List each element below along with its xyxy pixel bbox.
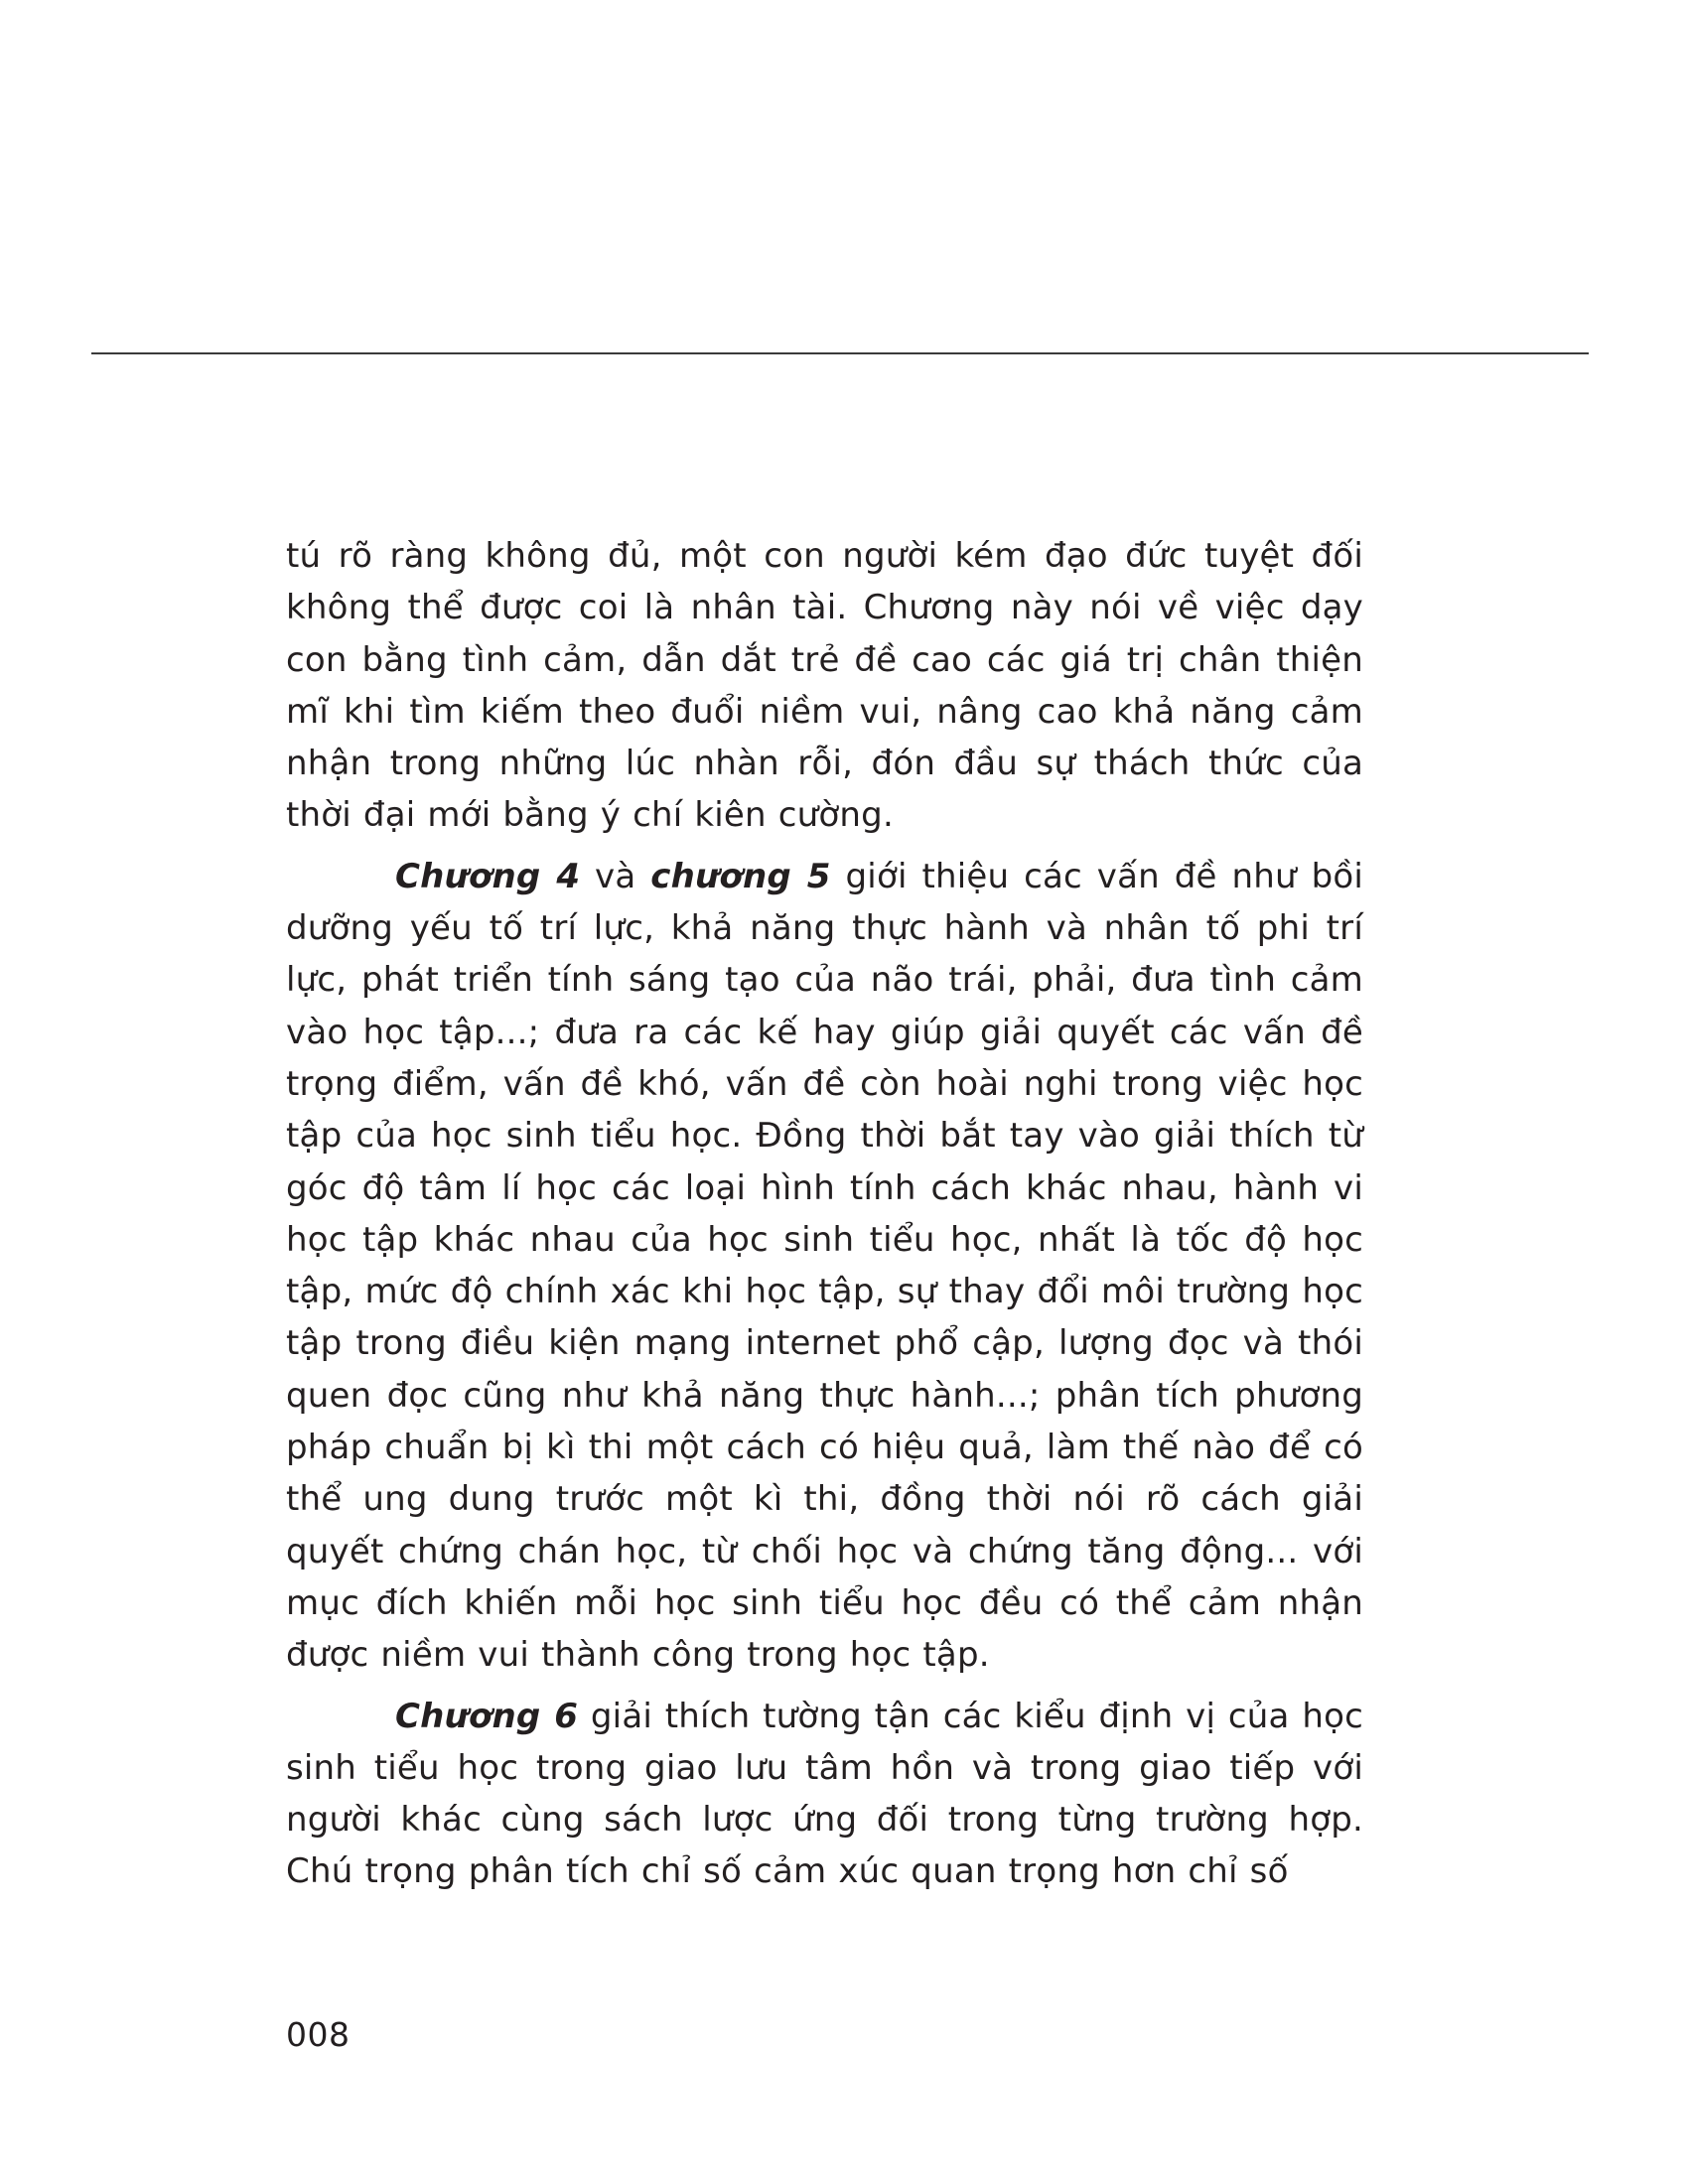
header-rule [91,352,1589,354]
paragraph-1 [286,530,1363,842]
paragraph-2 [286,851,1363,1682]
chapter-6-reference: Chương 6 [395,1696,579,1736]
paragraph-3-text: giải thích tường tận các kiểu định vị của học sinh tiểu học trong giao lưu tâm hồn và trong giao tiếp với người khác cùng sách lược ứng đối trong từng trường hợp. Chú trọng phân tích chỉ số cảm xúc quan trọng hơn chỉ số [286,1696,1364,1892]
chapter-5-reference: chương 5 [650,856,831,896]
chapter-4-reference: Chương 4 [395,856,581,896]
paragraph-1-text: tú rõ ràng không đủ, một con người kém đạo đức tuyệt đối không thể được coi là nhân tài. Chương này nói về việc dạy con bằng tình cảm, dẫn dắt trẻ đề cao các giá trị chân thiện mĩ khi tìm kiếm theo đuổi niềm vui, nâng cao khả năng cảm nhận trong những lúc nhàn rỗi, đón đầu sự thách thức của thời đại mới bằng ý chí kiên cường. [286,536,1363,836]
paragraph-3 [286,1691,1363,1898]
paragraph-2-connector: và [580,856,651,896]
paragraph-2-text: giới thiệu các vấn đề như bồi dưỡng yếu tố trí lực, khả năng thực hành và nhân tố phi trí lực, phát triển tính sáng tạo của não trái, phải, đưa tình cảm vào học tập...; đưa ra các kế hay giúp giải quyết các vấn đề trọng điểm, vấn đề khó, vấn đề còn hoài nghi trong việc học tập của học sinh tiểu học. Đồng thời bắt tay vào giải thích từ góc độ tâm lí học các loại hình tính cách khác nhau, hành vi học tập khác nhau của học sinh tiểu học, nhất là tốc độ học tập, mức độ chính xác khi học tập, sự thay đổi môi trường học tập trong điều kiện mạng internet phổ cập, lượng đọc và thói quen đọc cũng như khả năng thực hành...; phân tích phương pháp chuẩn bị kì thi một cách có hiệu quả, làm thế nào để có thể ung dung trước một kì thi, đồng thời nói rõ cách giải quyết chứng chán học, từ chối học và chứng tăng động... với mục đích khiến mỗi học sinh tiểu học đều có thể cảm nhận được niềm vui thành công trong học tập. [286,856,1363,1676]
page-number: 008 [286,2015,351,2054]
body-text [286,530,1363,1907]
